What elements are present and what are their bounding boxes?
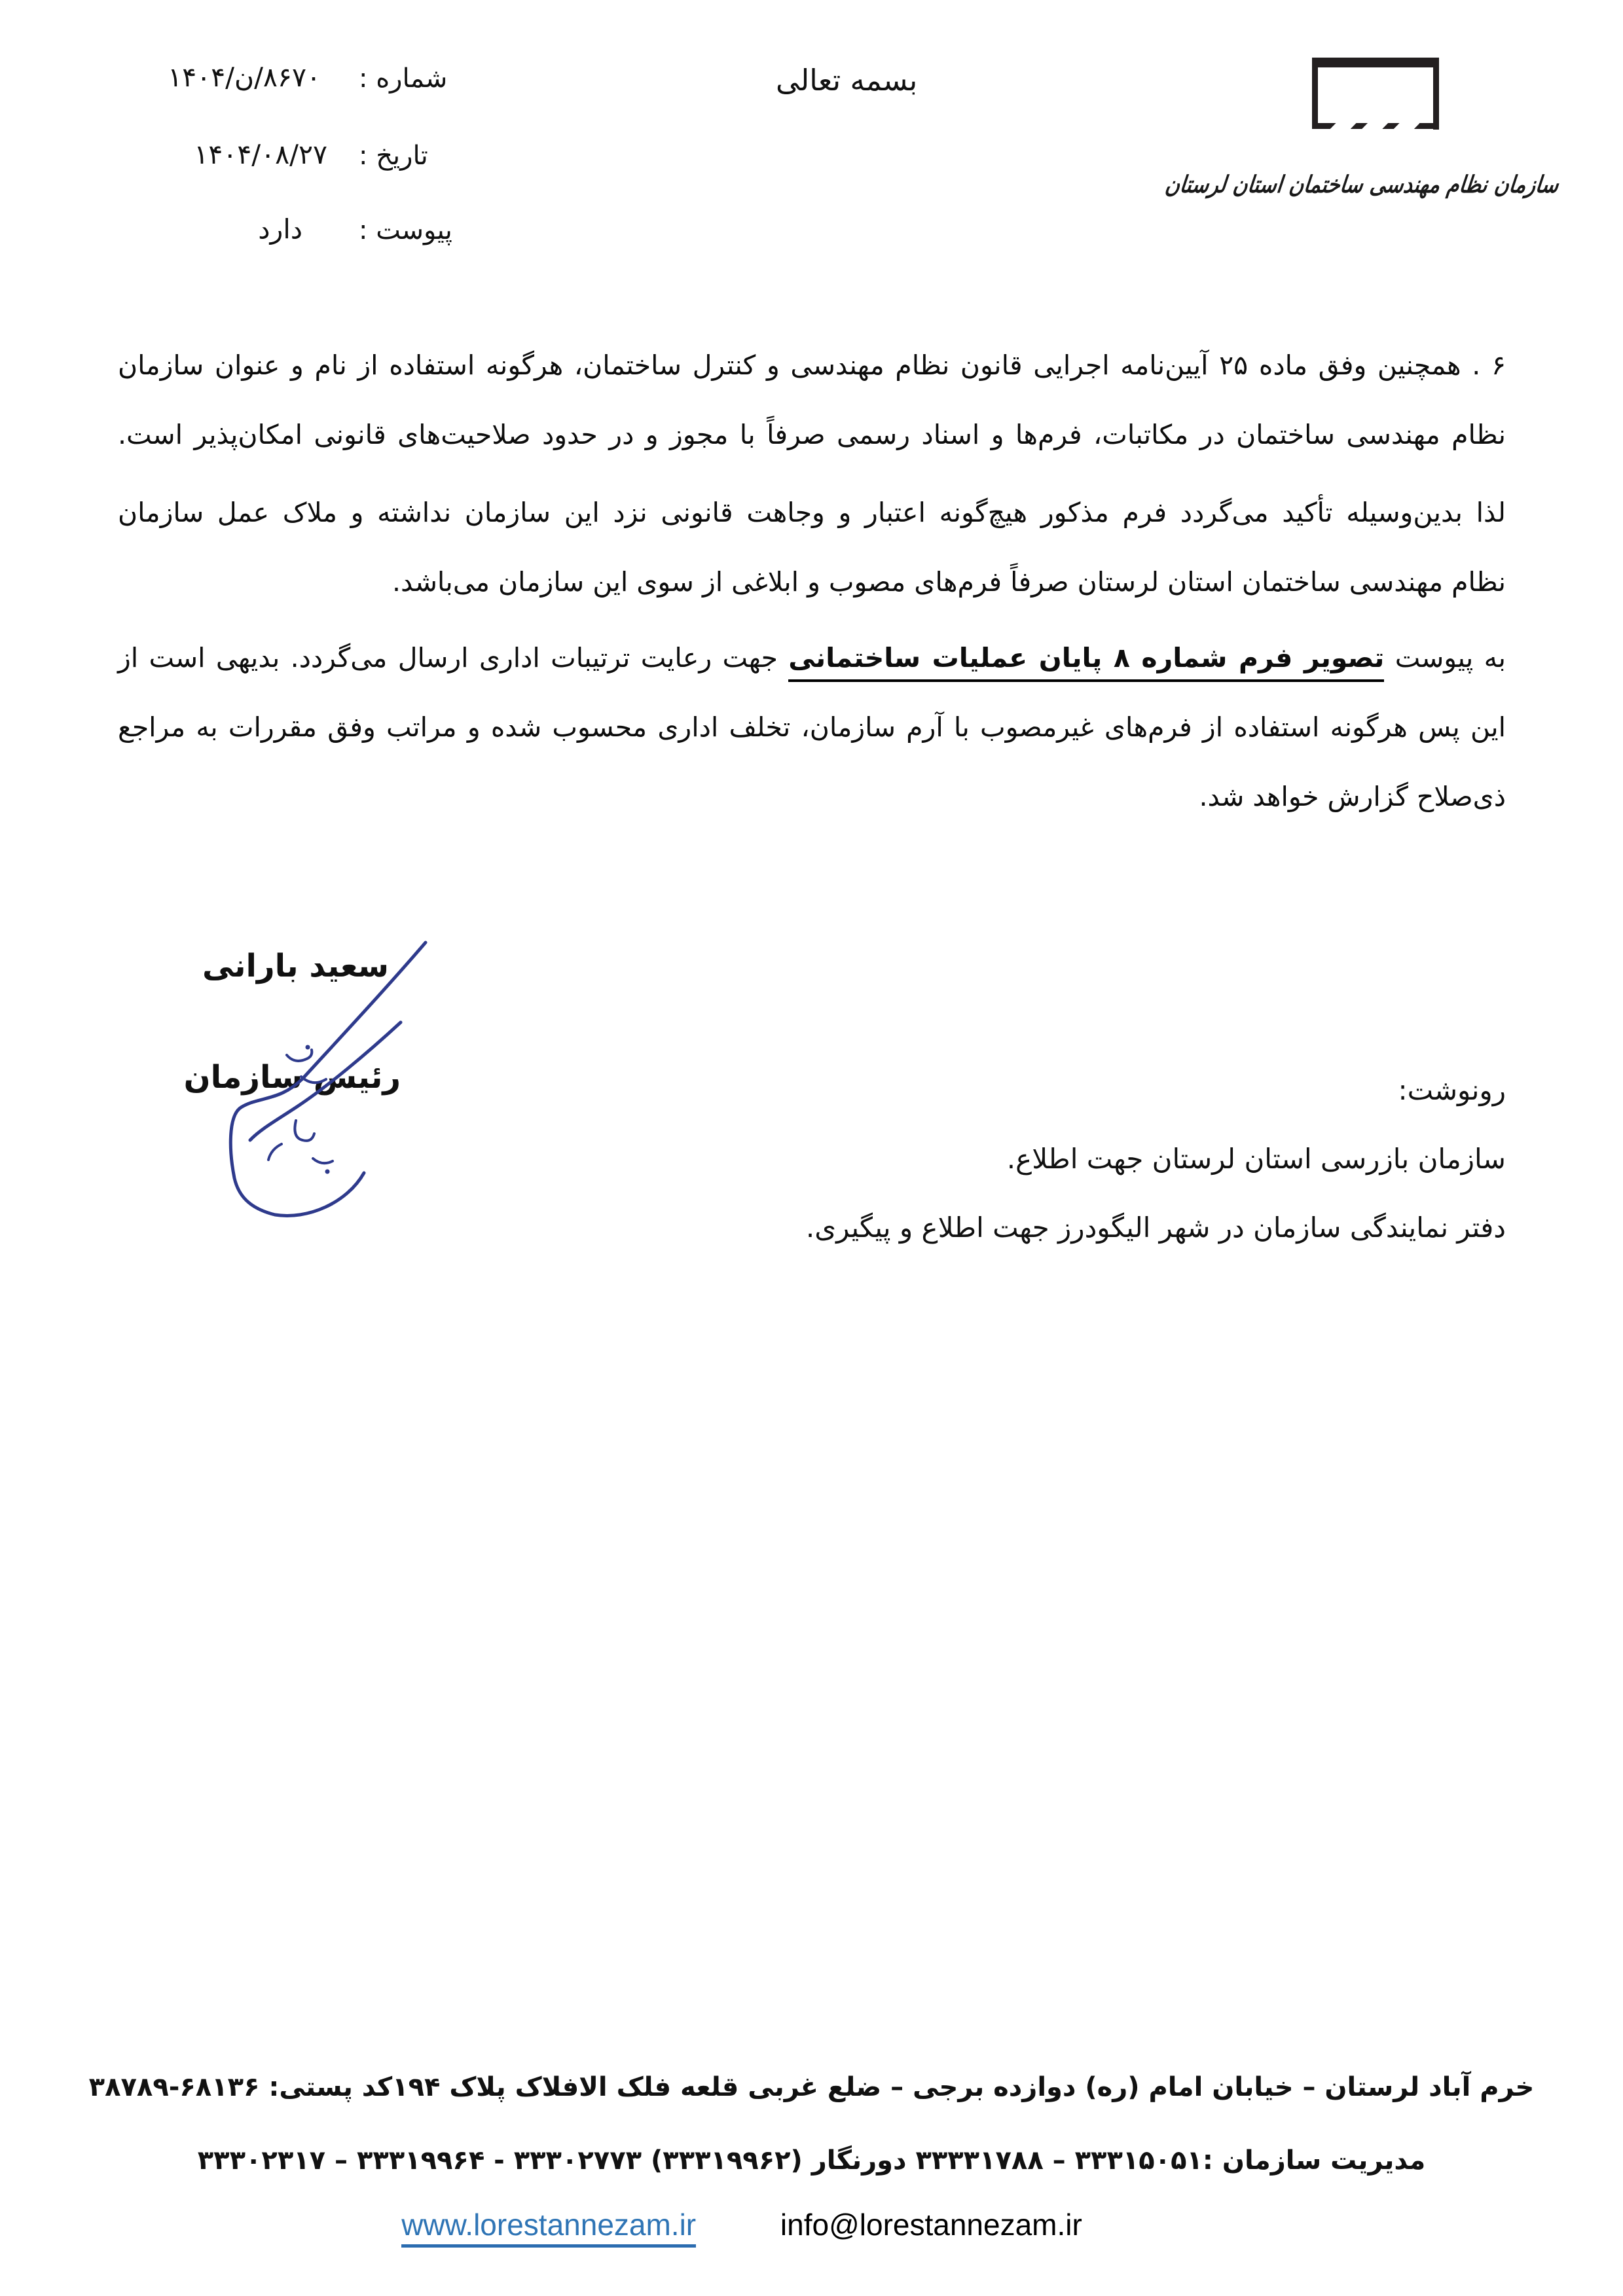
cc-item-aligudarz-office: دفتر نمایندگی سازمان در شهر الیگودرز جهت اطلاع و پیگیری. bbox=[805, 1211, 1506, 1244]
body-paragraph2-line1: لذا بدین‌وسیله تأکید می‌گردد فرم مذکور هیچ‌گونه اعتبار و وجاهت قانونی نزد این سازمان نداشته و ملاک عمل سازمان bbox=[118, 497, 1506, 528]
form8-emphasized-phrase: تصویر فرم شماره ۸ پایان عملیات ساختمانی bbox=[788, 642, 1384, 682]
signer-name: سعید بارانی bbox=[202, 948, 389, 984]
body-paragraph3-line2: این پس هرگونه استفاده از فرم‌های غیرمصوب با آرم سازمان، تخلف اداری محسوب شده و مراتب وفق مقررات به مراجع bbox=[118, 711, 1506, 743]
body-paragraph1-line1: ۶ . همچنین وفق ماده ۲۵ آیین‌نامه اجرایی قانون نظام مهندسی و کنترل ساختمان، هرگونه استفاده از نام و عنوان سازمان bbox=[118, 350, 1506, 381]
attachment-value: دارد bbox=[258, 213, 302, 245]
cc-label: رونوشت: bbox=[1398, 1074, 1506, 1106]
footer-links bbox=[0, 2207, 1484, 2243]
paragraph3-lead-text: به پیوست bbox=[1384, 642, 1506, 673]
cc-item-bazresi: سازمان بازرسی استان لرستان جهت اطلاع. bbox=[1006, 1143, 1506, 1175]
besmellah-text: بسمه تعالی bbox=[776, 63, 918, 98]
body-paragraph3-line3: ذی‌صلاح گزارش خواهد شد. bbox=[1199, 781, 1506, 812]
letter-number-label: شماره : bbox=[359, 63, 448, 94]
attachment-label: پیوست : bbox=[359, 215, 452, 245]
email-link[interactable]: info@lorestannezam.ir bbox=[780, 2208, 1082, 2242]
cc-section bbox=[524, 1056, 1506, 1262]
signature-scribble bbox=[223, 936, 439, 1227]
org-name-calligraphy: سازمان نظام مهندسی ساختمان استان لرستان bbox=[1163, 171, 1560, 198]
paragraph3-tail-text: جهت رعایت ترتیبات اداری ارسال می‌گردد. بدیهی است از bbox=[118, 642, 789, 673]
body-paragraph2-line2: نظام مهندسی ساختمان استان لرستان صرفاً فرم‌های مصوب و ابلاغی از سوی این سازمان می‌باشد. bbox=[392, 566, 1506, 598]
footer-phones: مدیریت سازمان :۳۳۳۱۵۰۵۱ – ۳۳۳۳۱۷۸۸ دورنگار (۳۳۳۱۹۹۶۲) ۳۳۳۰۲۷۷۳ - ۳۳۳۱۹۹۶۴ – ۳۳۳۰۲۳۱۷ bbox=[197, 2145, 1426, 2176]
body-paragraph3-line1 bbox=[118, 623, 1506, 692]
signer-title: رئیس سازمان bbox=[183, 1059, 401, 1096]
letter-date-label: تاریخ : bbox=[359, 141, 428, 171]
letter-date-value: ۱۴۰۴/۰۸/۲۷ bbox=[194, 139, 327, 170]
letter-number-value: ۸۶۷۰/ن/۱۴۰۴ bbox=[168, 62, 321, 93]
body-paragraph1-line2: نظام مهندسی ساختمان در مکاتبات، فرم‌ها و اسناد رسمی صرفاً با مجوز و در حدود صلاحیت‌های قانونی امکان‌پذیر است. bbox=[118, 419, 1506, 450]
letter-body bbox=[118, 331, 1506, 831]
footer-address: خرم آباد لرستان – خیابان امام (ره) دوازده برجی – ضلع غربی قلعه فلک الافلاک پلاک ۱۹۴کد پستی: ۶۸۱۳۶-۳۸۷۸۹ bbox=[88, 2072, 1535, 2102]
website-link[interactable]: www.lorestannezam.ir bbox=[401, 2208, 696, 2248]
